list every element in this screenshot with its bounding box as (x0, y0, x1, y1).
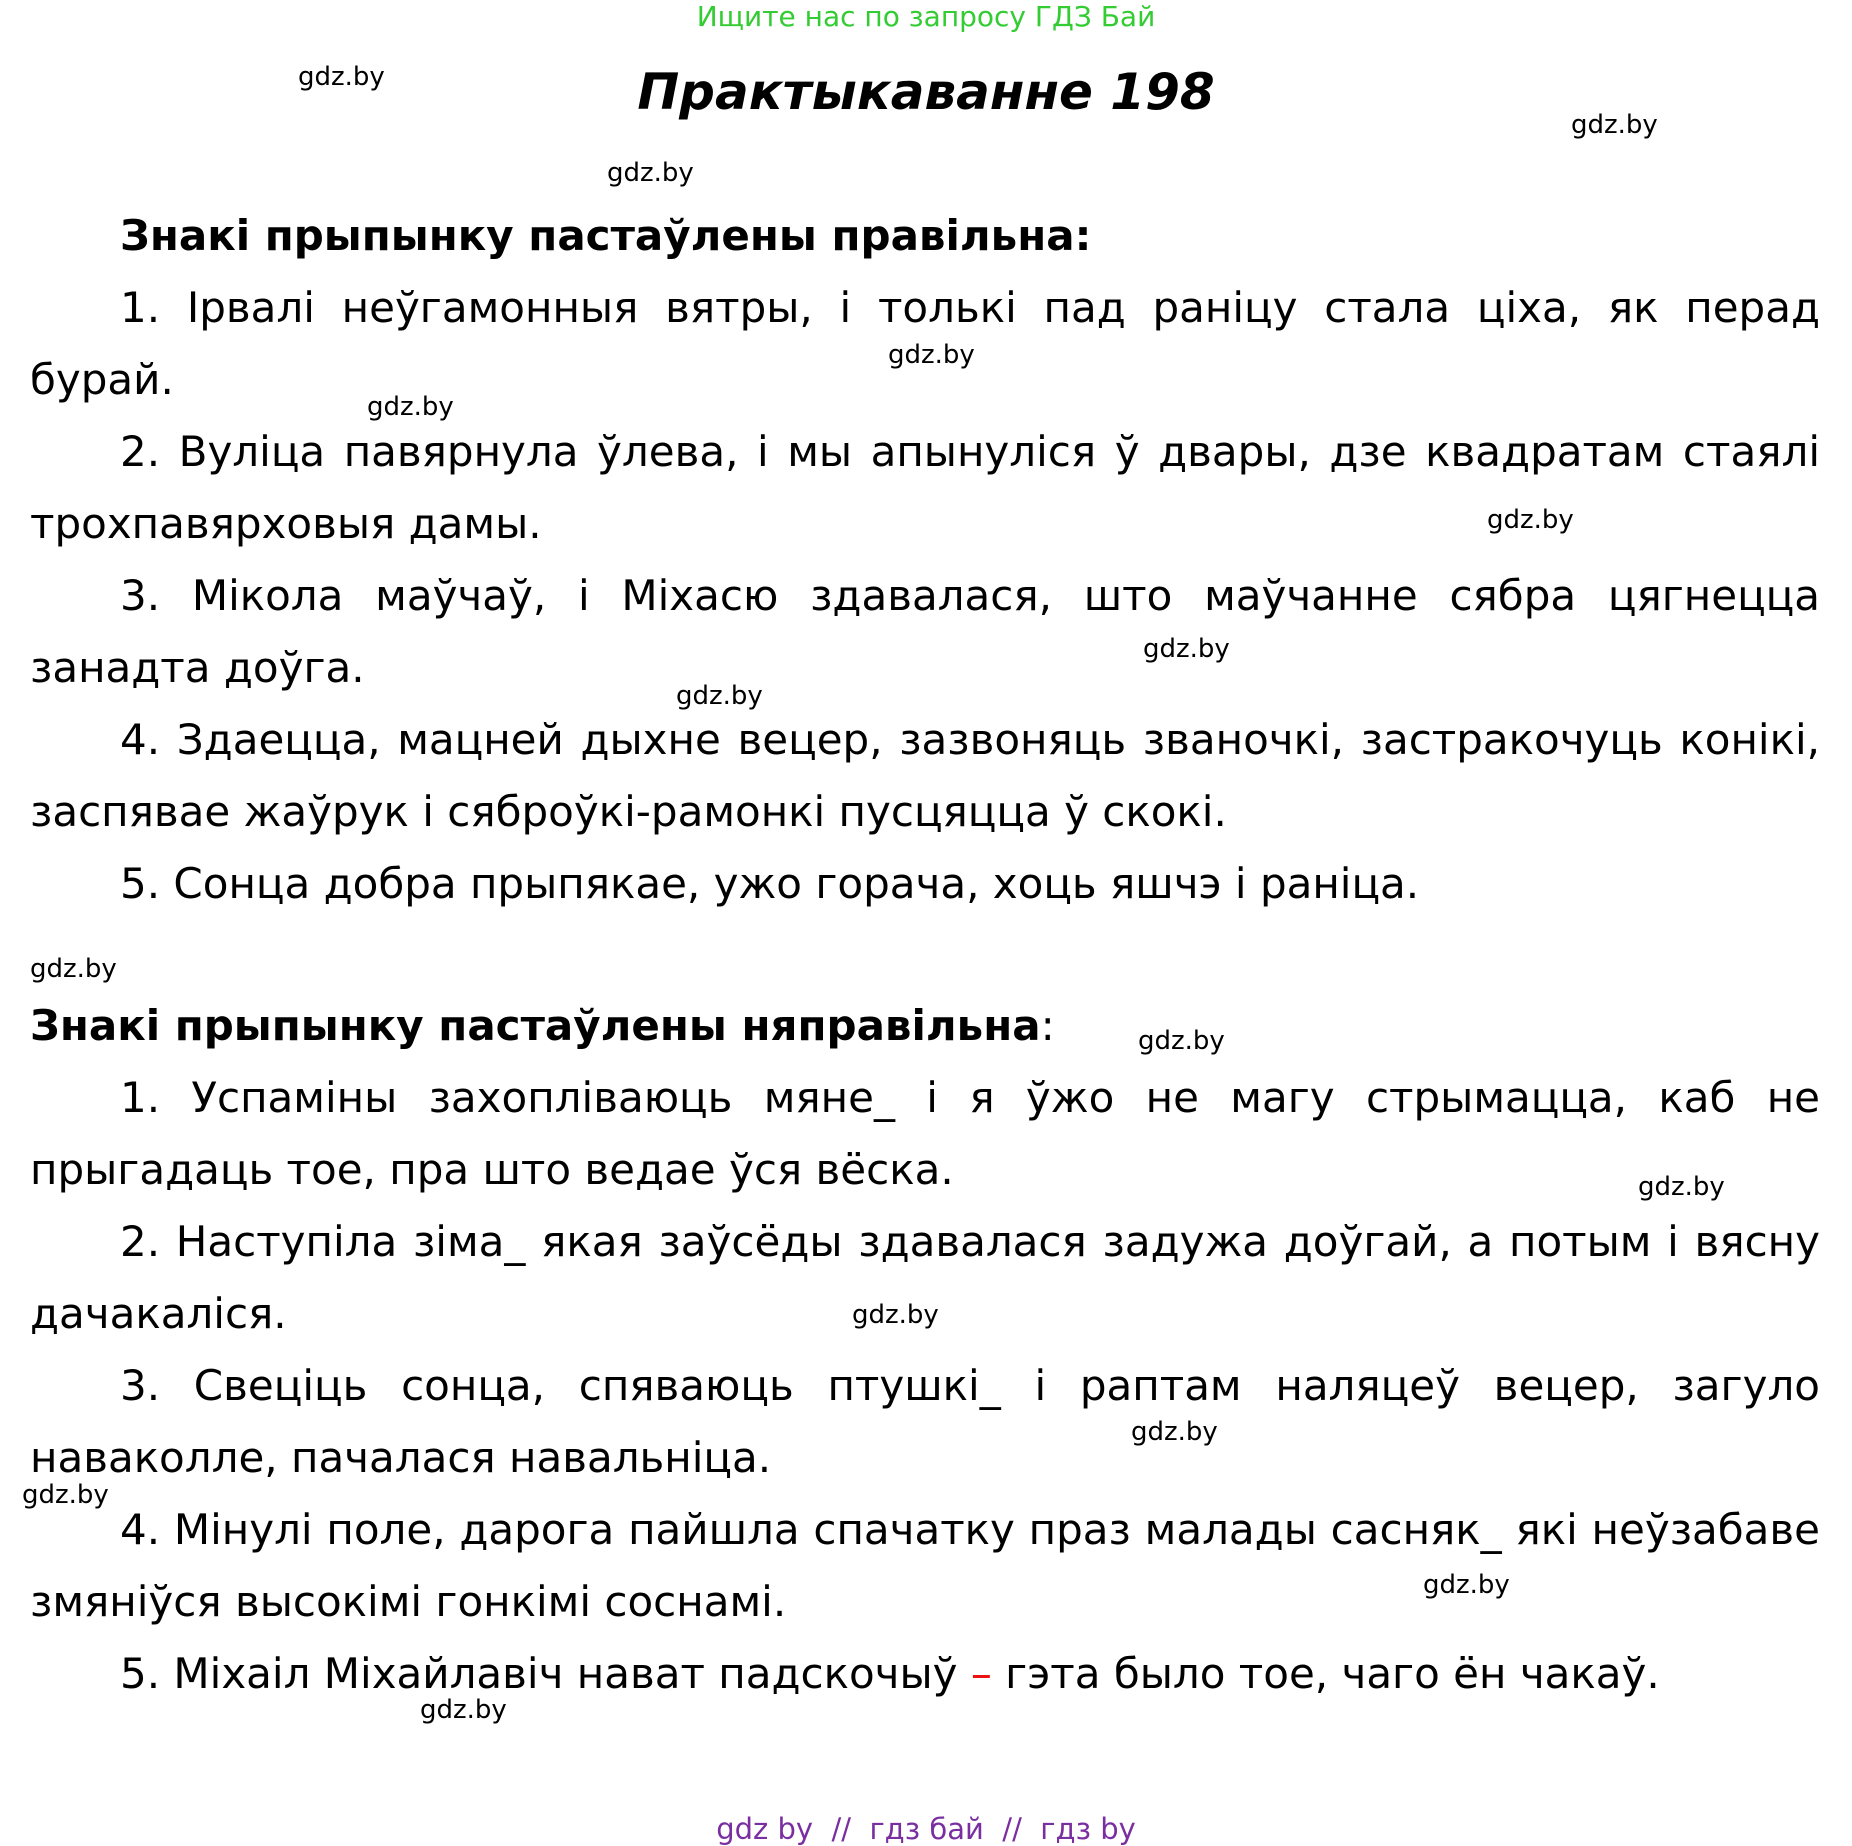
watermark: gdz.by (1131, 1417, 1218, 1447)
list-item: 4. Здаецца, мацней дыхне вецер, зазвоняць званочкі, застракочуць конікі, заспявае жаўрук і сяброўкі-рамонкі пусцяцца ў скокі. (30, 715, 1820, 836)
list-item: 4. Мінулі поле, дарога пайшла спачатку праз малады сасняк_ які неўзабаве змяніўся высокімі гонкімі соснамі. (30, 1505, 1820, 1626)
list-item: 5. Сонца добра прыпякае, ужо горача, хоць яшчэ і раніца. (120, 859, 1420, 908)
list-item: 1. Успаміны захопліваюць мяне_ і я ўжо не магу стрымацца, каб не прыгадаць тое, пра што ведае ўся вёска. (30, 1073, 1820, 1194)
list-item: 3. Мікола маўчаў, і Міхасю здавалася, што маўчанне сябра цягнецца занадта доўга. (30, 571, 1820, 692)
watermark: gdz.by (1487, 505, 1574, 535)
list-item: 1. Ірвалі неўгамонныя вятры, і толькі пад раніцу стала ціха, як перад бурай. (30, 283, 1820, 404)
section-heading-incorrect (30, 990, 1820, 1062)
red-dash: – (970, 1649, 992, 1698)
item-text: 5. Міхаіл Міхайлавіч нават падскочыў (120, 1649, 971, 1698)
list-item: 2. Вуліца павярнула ўлева, і мы апынуліся ў двары, дзе квадратам стаялі трохпавярховыя дамы. (30, 427, 1820, 548)
list-item (30, 1638, 1820, 1710)
footer-links: gdz by // гдз бай // гдз by (716, 1812, 1136, 1846)
section-correct (30, 200, 1820, 920)
watermark: gdz.by (1571, 110, 1658, 140)
watermark: gdz.by (1638, 1172, 1725, 1202)
watermark: gdz.by (30, 954, 117, 984)
watermark: gdz.by (888, 340, 975, 370)
item-text: гэта было тое, чаго ён чакаў. (991, 1649, 1660, 1698)
list-item: 3. Свеціць сонца, спяваюць птушкі_ і раптам наляцеў вецер, загуло наваколле, пачалася навальніца. (30, 1361, 1820, 1482)
list-item: 2. Наступіла зіма_ якая заўсёды здавалася задужа доўгай, а потым і вясну дачакаліся. (30, 1217, 1820, 1338)
watermark: gdz.by (22, 1480, 109, 1510)
watermark: gdz.by (1423, 1570, 1510, 1600)
site-banner: Ищите нас по запросу ГДЗ Бай (696, 0, 1156, 33)
watermark: gdz.by (607, 158, 694, 188)
section-heading-correct: Знакі прыпынку пастаўлены правільна: (120, 211, 1092, 260)
watermark: gdz.by (1143, 634, 1230, 664)
watermark: gdz.by (420, 1695, 507, 1725)
section-incorrect (30, 990, 1820, 1710)
heading-colon: : (1040, 1001, 1055, 1050)
heading-text: Знакі прыпынку пастаўлены няправільна (30, 1001, 1041, 1050)
page-title: Практыкаванне 198 (637, 63, 1215, 121)
watermark: gdz.by (676, 681, 763, 711)
watermark: gdz.by (1138, 1026, 1225, 1056)
watermark: gdz.by (852, 1300, 939, 1330)
watermark: gdz.by (298, 62, 385, 92)
watermark: gdz.by (367, 392, 454, 422)
